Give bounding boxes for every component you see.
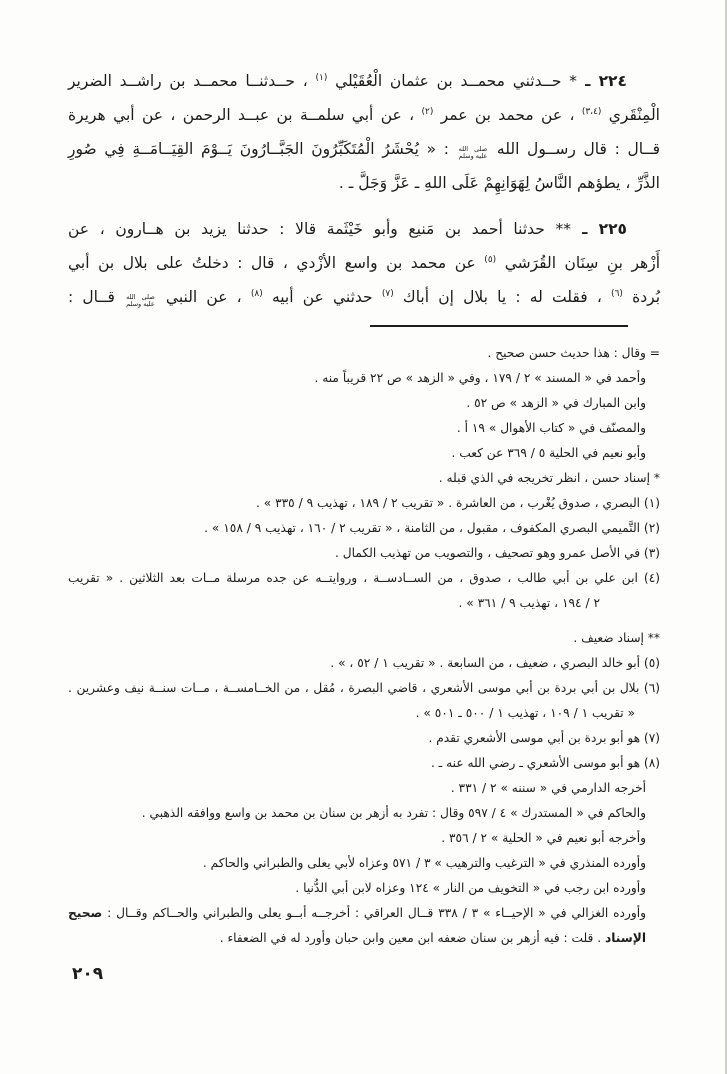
footnotes-section xyxy=(68,341,660,951)
text-segment: وأخرجه أبو نعيم في « الحلية » ٢ / ٣٥٦ . xyxy=(441,831,646,845)
footnote-line xyxy=(68,751,660,776)
footnote-line xyxy=(68,391,660,416)
text-segment: ٢٢٤ ـ xyxy=(576,72,627,90)
footnote-line xyxy=(68,926,660,951)
text-segment: حدثني عن أبيه xyxy=(262,288,382,306)
footnote-line xyxy=(68,776,660,801)
text-segment: (٨) هو أبو موسى الأشعري ـ رضي الله عنه ـ . xyxy=(430,756,660,770)
text-segment: = وقال : هذا حديث حسن صحيح . xyxy=(487,346,660,360)
text-line xyxy=(68,166,660,200)
footnote-line xyxy=(68,801,660,826)
footnote-line xyxy=(68,676,660,701)
text-segment: بُردة xyxy=(622,288,661,306)
text-segment: عن محمد بن واسع الأزْدي ، قال : دخلتُ على بلال بن أبي xyxy=(68,254,485,272)
text-line xyxy=(68,64,660,98)
text-segment: الإسناد xyxy=(604,931,646,945)
footnote-ref: (٣،٤) xyxy=(581,106,602,117)
footnote-line xyxy=(68,651,660,676)
text-line xyxy=(68,246,660,280)
text-segment: ** إسناد ضعيف . xyxy=(573,631,660,645)
text-segment: * إسناد حسن ، انظر تخريجه في الذي قبله . xyxy=(438,471,660,485)
footnote-line xyxy=(68,901,660,926)
text-segment: (٣) في الأصل عمرو وهو تصحيف ، والتصويب من تهذيب الكمال . xyxy=(335,546,660,560)
text-segment: وأورده ابن رجب في « التخويف من النار » ١٢٤ وعزاه لابن أبي الدُّنيا . xyxy=(295,881,646,895)
text-segment: وأبو نعيم في الحلية ٥ / ٣٦٩ عن كعب . xyxy=(451,446,646,460)
footnote-line xyxy=(68,441,660,466)
text-segment: ، عن أبي سلمــة بن عبــد الرحمن ، عن أبي هريرة xyxy=(68,106,422,124)
text-segment: الذَّرِّ ، يطؤهم النَّاسُ لِهَوَانِهِمْ عَلَى اللهِ ـ عَزَّ وَجَلَّ ـ . xyxy=(338,174,660,192)
text-segment: والمصنّف في « كتاب الأهوال » ١٩ أ . xyxy=(456,421,646,435)
text-line xyxy=(68,212,660,246)
text-segment: أخرجه الدارمي في « سننه » ٢ / ٣٣١ . xyxy=(450,781,646,795)
text-segment: (٤) ابن علي بن أبي طالب ، صدوق ، من الســادســة ، وروايتــه عن جده مرسلة مــات بعد الثلاثين . « تقريب xyxy=(68,571,660,585)
hadith-224-paragraph xyxy=(68,64,660,200)
text-segment: (٥) أبو خالد البصري ، ضعيف ، من السابعة . « تقريب ١ / ٥٢ ، » . xyxy=(330,656,660,670)
text-segment: ** حدثنا أحمد بن مَنيع وأبو خَيْثَمة قالا : حدثنا يزيد بن هــارون ، عن xyxy=(68,220,572,238)
footnote-line xyxy=(68,591,660,616)
text-segment: ، عن محمد بن عمر xyxy=(433,106,582,124)
text-segment: والحاكم في « المستدرك » ٤ / ٥٩٧ وقال : تفرد به أزهر بن سنان بن محمد بن واسع ووافقه الذهبي . xyxy=(141,806,646,820)
text-line xyxy=(68,280,660,314)
footnote-line xyxy=(68,341,660,366)
text-segment: « تقريب ١ / ١٠٩ ، تهذيب ١ / ٥٠٠ ـ ٥٠١ » . xyxy=(415,706,635,720)
text-segment: الْمِنْقَري xyxy=(601,106,660,124)
page-number: ٢٠٩ xyxy=(72,964,104,984)
text-segment: (٢) التَّميمي البصري المكفوف ، مقبول ، من الثامنة ، « تقريب ٢ / ١٦٠ ، تهذيب ٩ / ١٥٨ » . xyxy=(204,521,660,535)
footnote-line xyxy=(68,416,660,441)
page-body xyxy=(68,64,660,951)
text-segment: * حــدثني محمــد بن عثمان الْعُقَيْلي xyxy=(327,72,577,90)
text-segment: (١) البصري ، صدوق يُغْرب ، من العاشرة . « تقريب ٢ / ١٨٩ ، تهذيب ٩ / ٣٣٥ » . xyxy=(255,496,660,510)
footnote-ref: (٨) xyxy=(250,288,263,299)
footnote-line xyxy=(68,701,660,726)
footnote-ref: (١) xyxy=(315,72,328,83)
footnote-line xyxy=(68,516,660,541)
text-segment: ، حــدثنــا محمــد بن راشــد الضرير xyxy=(68,72,316,90)
footnote-line xyxy=(68,491,660,516)
text-line xyxy=(68,132,660,166)
footnote-ref: (٧) xyxy=(381,288,394,299)
footnote-line xyxy=(68,541,660,566)
hadith-225-paragraph xyxy=(68,212,660,314)
text-segment: (٧) هو أبو بردة بن أبي موسى الأشعري تقدم . xyxy=(428,731,660,745)
footnote-line xyxy=(68,366,660,391)
text-line xyxy=(68,98,660,132)
text-segment: ٢٢٥ ـ xyxy=(571,220,628,238)
text-segment: وابن المبارك في « الزهد » ص ٥٢ . xyxy=(466,396,646,410)
text-segment: ٢ / ١٩٤ ، تهذيب ٩ / ٣٦١ » . xyxy=(458,596,600,610)
text-segment: وأورده المنذري في « الترغيب والترهيب » ٣ / ٥٧١ وعزاه لأبي يعلى والطبراني والحاكم . xyxy=(202,856,646,870)
text-segment: (٦) بلال بن أبي بردة بن أبي موسى الأشعري ، قاضي البصرة ، مُقل ، من الخــامســة ، مــات سنــة نيف وعشرين . xyxy=(68,681,660,695)
footnote-ref: (٦) xyxy=(611,288,623,299)
footnote-line xyxy=(68,726,660,751)
text-segment: قــال : قال رســول الله xyxy=(489,140,660,158)
footnote-ref: (٢) xyxy=(421,106,434,117)
honorific-mark: صلى الله عليه وسلم xyxy=(126,293,155,308)
text-segment: وأحمد في « المسند » ٢ / ١٧٩ ، وفي « الزهد » ص ٢٢ قريباً منه . xyxy=(314,371,646,385)
footnote-ref: (٥) xyxy=(484,254,497,265)
text-segment: : « يُحْشَرُ الْمُتَكَبِّرُونَ الجَبَّــارُونَ يَــوْمَ القِيَــامَــةِ فِي صُورِ xyxy=(68,140,457,158)
text-segment: صحيح xyxy=(68,906,103,920)
text-segment: ، عن النبي xyxy=(156,288,251,306)
text-segment: أَزْهر بنِ سِنَان القُرَشي xyxy=(496,254,660,272)
footnote-line xyxy=(68,466,660,491)
honorific-mark: صلى الله عليه وسلم xyxy=(458,145,488,160)
footnote-line xyxy=(68,826,660,851)
text-segment: قــال : xyxy=(68,288,125,306)
footnote-line xyxy=(68,851,660,876)
footnote-line xyxy=(68,876,660,901)
text-segment: ، فقلت له : يا بلال إن أباك xyxy=(393,288,612,306)
text-segment: . قلت : فيه أزهر بن سنان ضعفه ابن معين وابن حبان وأورد له في الضعفاء . xyxy=(219,931,605,945)
footnote-line xyxy=(68,566,660,591)
footnote-line xyxy=(68,626,660,651)
text-segment: وأورده الغزالي في « الإحيــاء » ٣ / ٣٣٨ قــال العراقي : أخرجــه أبــو يعلى والطبراني والحــاكم وقــال : xyxy=(102,906,647,920)
footnote-separator xyxy=(370,325,628,327)
